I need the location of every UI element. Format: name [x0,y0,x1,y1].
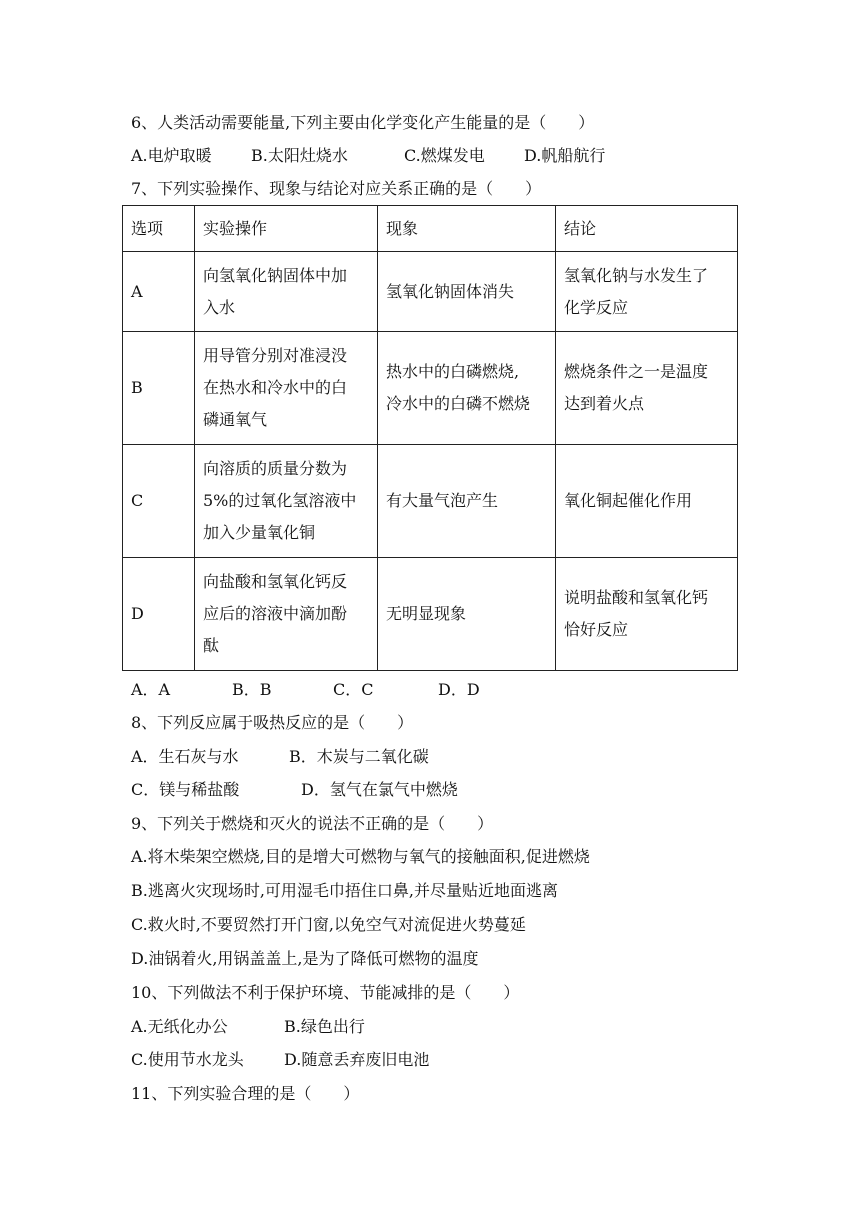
cell-line: 入水 [203,297,236,317]
q6-option-b: B.太阳灶烧水 [251,146,348,165]
q9-stem: 9、下列关于燃烧和灭火的说法不正确的是（ ） [131,814,494,833]
q7-option-b: B．B [232,680,272,699]
q10-option-c: C.使用节水龙头 [131,1050,244,1069]
table-header-row [123,206,738,252]
cell-line: 无明显现象 [386,604,467,623]
cell-line: 向氢氧化钠固体中加 [203,265,348,285]
q6-option-c: C.燃煤发电 [404,146,485,165]
cell-line: 恰好反应 [564,620,629,639]
q7-option-c: C．C [333,680,374,699]
table-row [123,252,738,332]
operation-cell [195,445,378,558]
conclusion-cell [556,445,738,558]
operation-cell [195,252,378,332]
option-cell: D [123,558,195,671]
cell-line: 有大量气泡产生 [386,491,499,510]
option-cell: A [123,252,195,332]
cell-line: 在热水和冷水中的白 [203,378,348,397]
option-cell: C [123,445,195,558]
q9-option-b: B.逃离火灾现场时,可用湿毛巾捂住口鼻,并尽量贴近地面逃离 [131,881,559,900]
table-header-cell: 结论 [556,206,738,252]
table-row [123,558,738,671]
operation-cell [195,558,378,671]
q7-option-a: A．A [131,680,171,699]
q7-table [122,205,738,671]
q9-option-c: C.救火时,不要贸然打开门窗,以免空气对流促进火势蔓延 [131,915,526,934]
table-header-cell: 现象 [378,206,556,252]
table-row [123,445,738,558]
q6-options [131,145,605,167]
table-header-cell: 选项 [123,206,195,252]
q6-option-a: A.电炉取暖 [131,146,212,165]
operation-cell [195,332,378,445]
phenomenon-cell [378,558,556,671]
q8-option-a: A．生石灰与水 [131,747,239,766]
cell-line: 氢氧化钠与水发生了 [564,265,709,285]
q10-options-row1 [131,1016,365,1038]
conclusion-cell [556,332,738,445]
q6-option-d: D.帆船航行 [524,146,606,165]
q8-options-row2 [131,779,458,801]
q9-option-d: D.油锅着火,用锅盖盖上,是为了降低可燃物的温度 [131,949,479,968]
q8-option-b: B．木炭与二氧化碳 [289,747,429,766]
q10-options-row2 [131,1049,429,1071]
cell-line: 应后的溶液中滴加酚 [203,604,348,623]
cell-line: 酞 [203,636,220,655]
q10-stem: 10、下列做法不利于保护环境、节能减排的是（ ） [131,983,520,1002]
cell-line: 磷通氧气 [203,410,268,429]
cell-line: 向盐酸和氢氧化钙反 [203,572,348,591]
cell-line: 氧化铜起催化作用 [564,491,693,510]
cell-line: 燃烧条件之一是温度 [564,362,709,381]
q7-option-d: D．D [438,680,480,699]
cell-line: 说明盐酸和氢氧化钙 [564,588,709,607]
cell-line: 冷水中的白磷不燃烧 [386,394,531,413]
q8-options-row1 [131,746,429,768]
table-header-cell: 实验操作 [195,206,378,252]
q10-option-d: D.随意丢弃废旧电池 [284,1050,430,1069]
conclusion-cell [556,558,738,671]
cell-line: 5%的过氧化氢溶液中 [203,491,357,510]
cell-line: 用导管分别对准浸没 [203,346,348,365]
q8-stem: 8、下列反应属于吸热反应的是（ ） [131,713,414,732]
q7-options [131,679,480,701]
phenomenon-cell [378,445,556,558]
conclusion-cell [556,252,738,332]
cell-line: 氢氧化钠固体消失 [386,281,515,301]
q10-option-a: A.无纸化办公 [131,1017,228,1036]
q10-option-b: B.绿色出行 [284,1017,365,1036]
cell-line: 达到着火点 [564,394,645,413]
phenomenon-cell [378,252,556,332]
q8-option-c: C．镁与稀盐酸 [131,780,240,799]
cell-line: 加入少量氧化铜 [203,523,316,542]
q6-stem: 6、人类活动需要能量,下列主要由化学变化产生能量的是（ ） [131,113,595,132]
cell-line: 向溶质的质量分数为 [203,459,348,478]
q8-option-d: D．氢气在氯气中燃烧 [301,780,458,799]
phenomenon-cell [378,332,556,445]
table-row [123,332,738,445]
q9-option-a: A.将木柴架空燃烧,目的是增大可燃物与氧气的接触面积,促进燃烧 [131,847,590,866]
cell-line: 化学反应 [564,297,629,317]
cell-line: 热水中的白磷燃烧, [386,362,520,381]
q7-stem: 7、下列实验操作、现象与结论对应关系正确的是（ ） [131,179,542,198]
q11-stem: 11、下列实验合理的是（ ） [131,1084,360,1103]
option-cell: B [123,332,195,445]
